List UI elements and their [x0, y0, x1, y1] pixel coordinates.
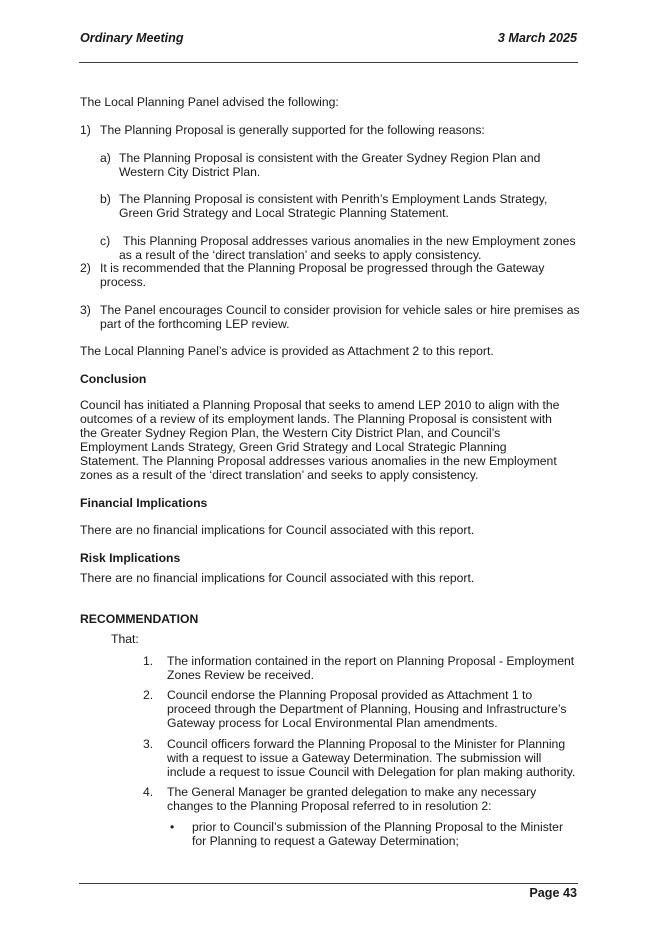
- advice-item-text: The Planning Proposal is generally supported for the following reasons:: [100, 123, 485, 137]
- recommendation-item-text: with a request to issue a Gateway Determination. The submission will: [167, 751, 542, 765]
- advice-subitem-text: Western City District Plan.: [119, 165, 261, 179]
- advice-subitem-letter: c): [100, 234, 111, 248]
- bullet-item-text: prior to Council’s submission of the Planning Proposal to the Minister: [192, 820, 564, 834]
- header-divider: [79, 62, 578, 63]
- advice-item-number: 1): [80, 123, 91, 137]
- financial-text: There are no financial implications for Council associated with this report.: [80, 523, 475, 537]
- recommendation-item-number: 2.: [143, 688, 154, 702]
- advice-subitem-text: Green Grid Strategy and Local Strategic Planning Statement.: [119, 206, 449, 220]
- conclusion-line: Statement. The Planning Proposal addresses various anomalies in the new Employment: [80, 454, 557, 468]
- risk-text: There are no financial implications for Council associated with this report.: [80, 571, 475, 585]
- advice-item-number: 3): [80, 303, 91, 317]
- recommendation-heading: RECOMMENDATION: [80, 612, 199, 626]
- recommendation-item-text: include a request to issue Council with Delegation for plan making authority.: [167, 765, 576, 779]
- advice-item-text: part of the forthcoming LEP review.: [100, 317, 290, 331]
- financial-heading: Financial Implications: [80, 496, 208, 510]
- advice-item-text: process.: [100, 275, 147, 289]
- header-date: 3 March 2025: [497, 31, 577, 45]
- conclusion-line: zones as a result of the ‘direct translation’ and seeks to apply consistency.: [80, 468, 479, 482]
- recommendation-item-text: changes to the Planning Proposal referred to in resolution 2:: [167, 799, 492, 813]
- advice-subitem-text: as a result of the ‘direct translation’ and seeks to apply consistency.: [119, 248, 482, 262]
- conclusion-line: Council has initiated a Planning Proposal that seeks to amend LEP 2010 to align with the: [80, 398, 560, 412]
- conclusion-line: Employment Lands Strategy, Green Grid Strategy and Local Strategic Planning: [80, 440, 507, 454]
- recommendation-item-text: Gateway process for Local Environmental Plan amendments.: [167, 716, 498, 730]
- advice-subitem-text: The Planning Proposal is consistent with Penrith’s Employment Lands Strategy,: [119, 192, 548, 206]
- recommendation-item-text: proceed through the Department of Planning, Housing and Infrastructure’s: [167, 702, 567, 716]
- page-number: Page 43: [529, 886, 577, 900]
- recommendation-item-text: Council endorse the Planning Proposal provided as Attachment 1 to: [167, 688, 533, 702]
- bullet-icon: •: [170, 820, 175, 834]
- footer-divider: [79, 883, 578, 884]
- advice-note: The Local Planning Panel’s advice is provided as Attachment 2 to this report.: [80, 344, 494, 358]
- header-meeting-title: Ordinary Meeting: [80, 31, 184, 45]
- advice-subitem-text: This Planning Proposal addresses various anomalies in the new Employment zones: [123, 234, 576, 248]
- recommendation-that: That:: [111, 632, 139, 646]
- recommendation-item-text: The information contained in the report on Planning Proposal - Employment: [167, 654, 575, 668]
- conclusion-line: outcomes of a review of its employment lands. The Planning Proposal is consistent with: [80, 412, 552, 426]
- conclusion-heading: Conclusion: [80, 372, 147, 386]
- advice-subitem-text: The Planning Proposal is consistent with the Greater Sydney Region Plan and: [119, 151, 541, 165]
- risk-heading: Risk Implications: [80, 551, 181, 565]
- recommendation-item-text: The General Manager be granted delegation to make any necessary: [167, 785, 537, 799]
- recommendation-item-number: 3.: [143, 737, 154, 751]
- intro-text: The Local Planning Panel advised the following:: [80, 95, 339, 109]
- advice-item-text: It is recommended that the Planning Proposal be progressed through the Gateway: [100, 261, 545, 275]
- bullet-item-text: for Planning to request a Gateway Determination;: [192, 834, 459, 848]
- advice-subitem-letter: b): [100, 192, 111, 206]
- conclusion-line: the Greater Sydney Region Plan, the Western City District Plan, and Council’s: [80, 426, 501, 440]
- recommendation-item-text: Council officers forward the Planning Proposal to the Minister for Planning: [167, 737, 566, 751]
- advice-subitem-letter: a): [100, 151, 111, 165]
- advice-item-text: The Panel encourages Council to consider provision for vehicle sales or hire premises as: [100, 303, 580, 317]
- recommendation-item-number: 1.: [143, 654, 154, 668]
- recommendation-item-text: Zones Review be received.: [167, 668, 314, 682]
- recommendation-item-number: 4.: [143, 785, 154, 799]
- advice-item-number: 2): [80, 261, 91, 275]
